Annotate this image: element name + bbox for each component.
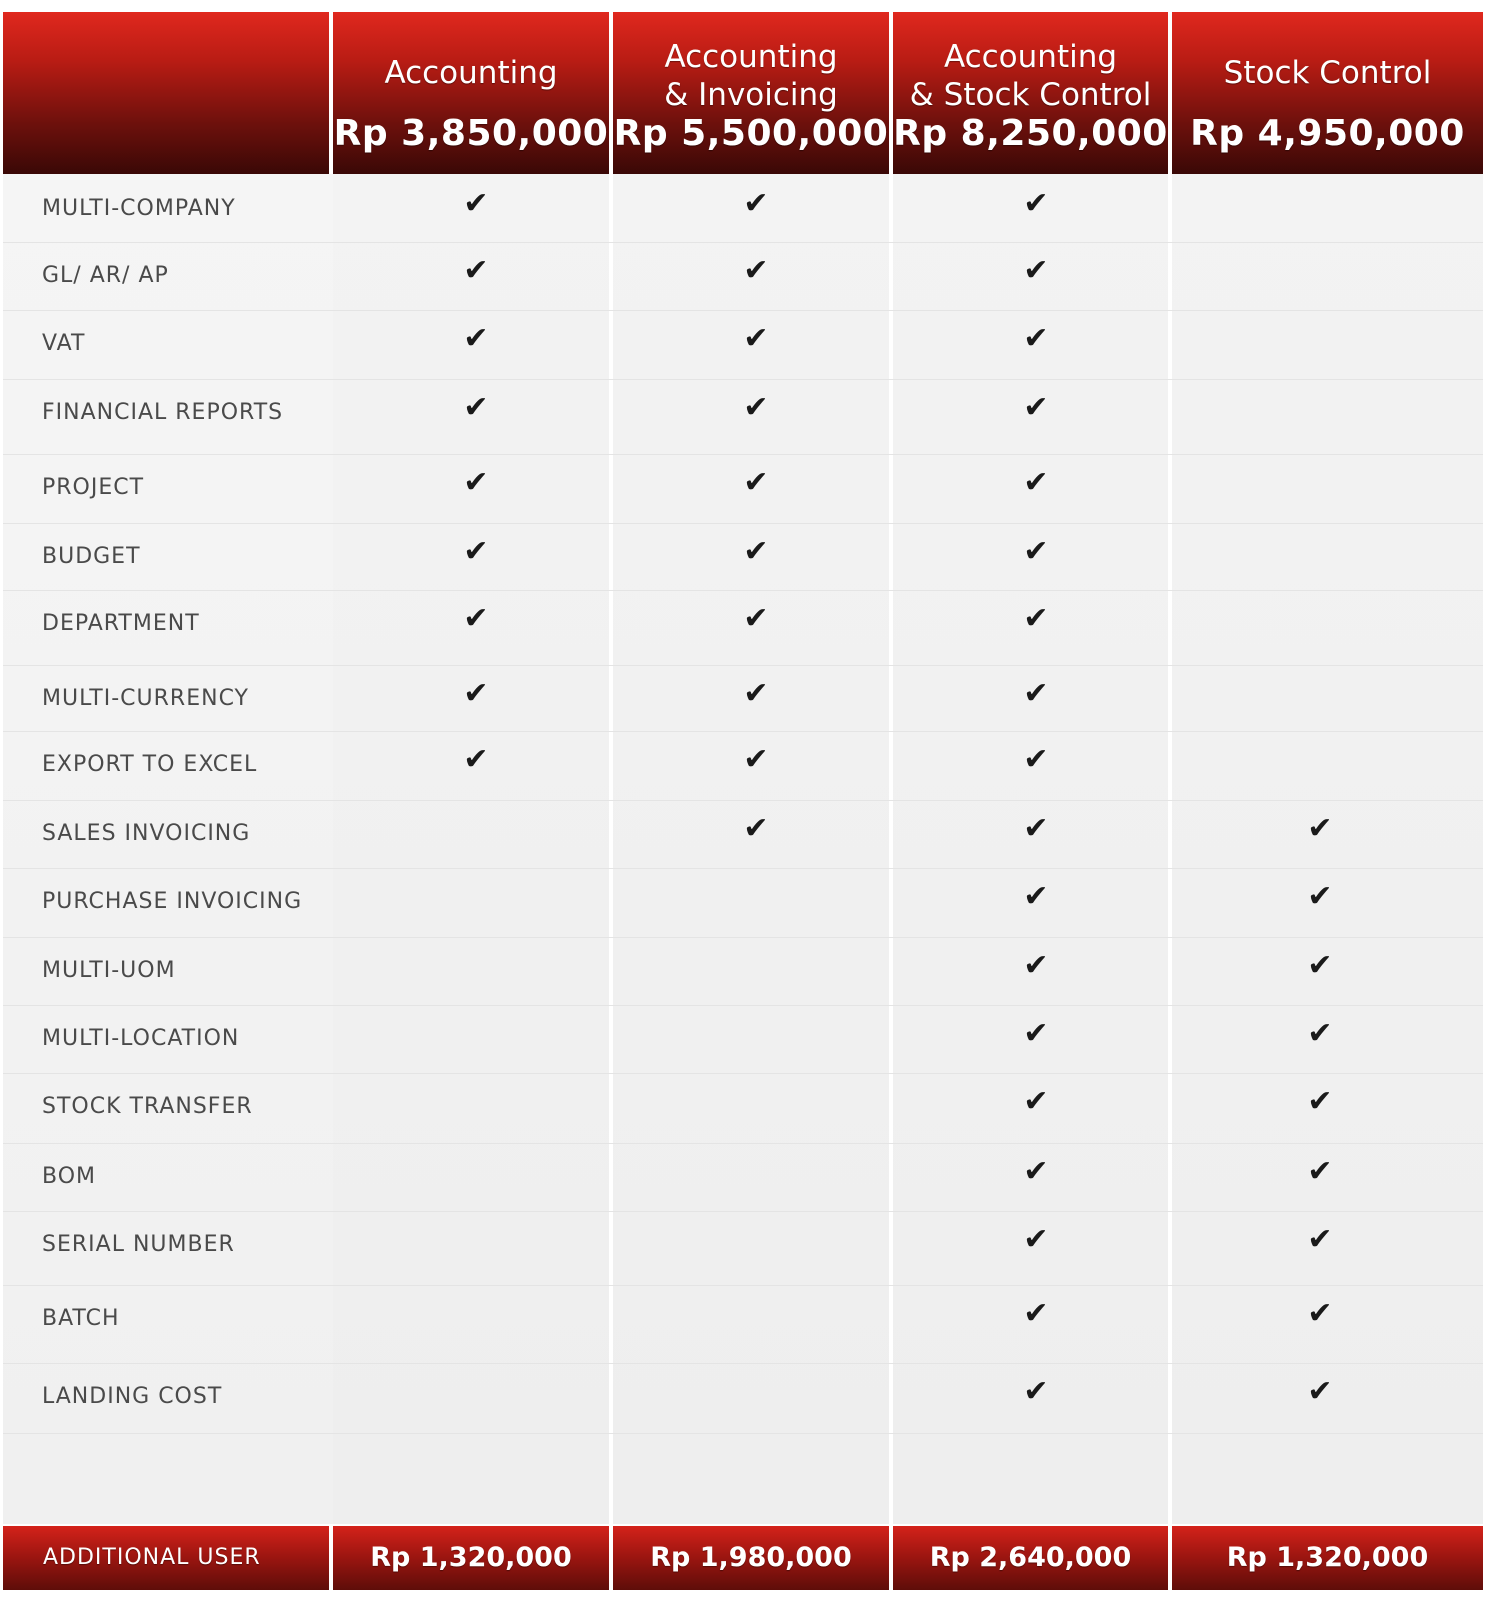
checkmark-icon: ✔ bbox=[1023, 601, 1049, 636]
checkmark-icon: ✔ bbox=[1307, 1016, 1333, 1051]
checkmark-icon: ✔ bbox=[1023, 186, 1049, 221]
checkmark-icon: ✔ bbox=[1023, 1374, 1049, 1409]
row-divider bbox=[3, 800, 1483, 801]
feature-label: BOM bbox=[42, 1164, 97, 1189]
checkmark-icon: ✔ bbox=[1023, 742, 1049, 777]
feature-label: LANDING COST bbox=[42, 1384, 223, 1409]
feature-label: BATCH bbox=[42, 1306, 120, 1331]
plan-name: Stock Control bbox=[1223, 55, 1432, 91]
plan-column-1 bbox=[333, 174, 609, 1524]
plan-header-stock-control bbox=[1172, 12, 1483, 174]
row-divider bbox=[3, 937, 1483, 938]
checkmark-icon: ✔ bbox=[463, 186, 489, 221]
plan-name: Accounting bbox=[384, 55, 558, 91]
checkmark-icon: ✔ bbox=[1023, 1084, 1049, 1119]
plan-name: Accounting & Stock Control bbox=[909, 39, 1152, 113]
checkmark-icon: ✔ bbox=[1023, 1222, 1049, 1257]
checkmark-icon: ✔ bbox=[1307, 811, 1333, 846]
additional-user-price: Rp 1,980,000 bbox=[613, 1526, 889, 1590]
plan-price: Rp 5,500,000 bbox=[613, 113, 889, 154]
checkmark-icon: ✔ bbox=[463, 534, 489, 569]
checkmark-icon: ✔ bbox=[1023, 390, 1049, 425]
checkmark-icon: ✔ bbox=[1023, 948, 1049, 983]
checkmark-icon: ✔ bbox=[1307, 1084, 1333, 1119]
row-divider bbox=[3, 310, 1483, 311]
row-divider bbox=[3, 379, 1483, 380]
feature-label: STOCK TRANSFER bbox=[42, 1094, 253, 1119]
checkmark-icon: ✔ bbox=[1023, 534, 1049, 569]
row-divider bbox=[3, 868, 1483, 869]
checkmark-icon: ✔ bbox=[1307, 1296, 1333, 1331]
row-divider bbox=[3, 1433, 1483, 1434]
checkmark-icon: ✔ bbox=[1307, 1154, 1333, 1189]
checkmark-icon: ✔ bbox=[743, 742, 769, 777]
header-blank-cell bbox=[3, 12, 329, 174]
checkmark-icon: ✔ bbox=[743, 534, 769, 569]
checkmark-icon: ✔ bbox=[1023, 811, 1049, 846]
row-divider bbox=[3, 1005, 1483, 1006]
checkmark-icon: ✔ bbox=[463, 390, 489, 425]
checkmark-icon: ✔ bbox=[1023, 1016, 1049, 1051]
row-divider bbox=[3, 1143, 1483, 1144]
checkmark-icon: ✔ bbox=[1023, 1296, 1049, 1331]
feature-label: BUDGET bbox=[42, 544, 141, 569]
plan-header-accounting bbox=[333, 12, 609, 174]
checkmark-icon: ✔ bbox=[743, 390, 769, 425]
checkmark-icon: ✔ bbox=[463, 742, 489, 777]
checkmark-icon: ✔ bbox=[1023, 879, 1049, 914]
feature-label: MULTI-UOM bbox=[42, 958, 176, 983]
plan-price: Rp 4,950,000 bbox=[1190, 113, 1465, 154]
additional-user-label: ADDITIONAL USER bbox=[3, 1526, 329, 1590]
row-divider bbox=[3, 590, 1483, 591]
feature-label: PROJECT bbox=[42, 475, 145, 500]
checkmark-icon: ✔ bbox=[463, 321, 489, 356]
plan-column-2 bbox=[613, 174, 889, 1524]
feature-label: PURCHASE INVOICING bbox=[42, 889, 303, 914]
feature-label: SERIAL NUMBER bbox=[42, 1232, 235, 1257]
checkmark-icon: ✔ bbox=[743, 676, 769, 711]
feature-label: DEPARTMENT bbox=[42, 611, 200, 636]
feature-label: MULTI-LOCATION bbox=[42, 1026, 240, 1051]
plan-name: Accounting & Invoicing bbox=[664, 39, 838, 113]
feature-label: GL/ AR/ AP bbox=[42, 263, 169, 288]
additional-user-price: Rp 2,640,000 bbox=[893, 1526, 1168, 1590]
checkmark-icon: ✔ bbox=[1023, 253, 1049, 288]
checkmark-icon: ✔ bbox=[1023, 465, 1049, 500]
checkmark-icon: ✔ bbox=[743, 321, 769, 356]
checkmark-icon: ✔ bbox=[463, 601, 489, 636]
row-divider bbox=[3, 1073, 1483, 1074]
row-divider bbox=[3, 523, 1483, 524]
checkmark-icon: ✔ bbox=[1023, 1154, 1049, 1189]
feature-label: MULTI-CURRENCY bbox=[42, 686, 249, 711]
plan-header-accounting-invoicing bbox=[613, 12, 889, 174]
plan-price: Rp 8,250,000 bbox=[893, 113, 1168, 154]
checkmark-icon: ✔ bbox=[1307, 879, 1333, 914]
checkmark-icon: ✔ bbox=[743, 465, 769, 500]
checkmark-icon: ✔ bbox=[463, 465, 489, 500]
row-divider bbox=[3, 1211, 1483, 1212]
feature-label: EXPORT TO EXCEL bbox=[42, 752, 258, 777]
feature-label: FINANCIAL REPORTS bbox=[42, 400, 284, 425]
row-divider bbox=[3, 731, 1483, 732]
feature-label: MULTI-COMPANY bbox=[42, 196, 236, 221]
row-divider bbox=[3, 454, 1483, 455]
plan-price: Rp 3,850,000 bbox=[333, 113, 609, 154]
row-divider bbox=[3, 1285, 1483, 1286]
checkmark-icon: ✔ bbox=[743, 253, 769, 288]
row-divider bbox=[3, 665, 1483, 666]
feature-label: SALES INVOICING bbox=[42, 821, 251, 846]
checkmark-icon: ✔ bbox=[1023, 676, 1049, 711]
feature-label: VAT bbox=[42, 331, 86, 356]
additional-user-price: Rp 1,320,000 bbox=[333, 1526, 609, 1590]
checkmark-icon: ✔ bbox=[1307, 1374, 1333, 1409]
plan-header-accounting-stock-control bbox=[893, 12, 1168, 174]
checkmark-icon: ✔ bbox=[1307, 1222, 1333, 1257]
checkmark-icon: ✔ bbox=[1023, 321, 1049, 356]
checkmark-icon: ✔ bbox=[1307, 948, 1333, 983]
additional-user-price: Rp 1,320,000 bbox=[1172, 1526, 1483, 1590]
row-divider bbox=[3, 1363, 1483, 1364]
checkmark-icon: ✔ bbox=[743, 811, 769, 846]
row-divider bbox=[3, 242, 1483, 243]
checkmark-icon: ✔ bbox=[743, 186, 769, 221]
checkmark-icon: ✔ bbox=[463, 676, 489, 711]
checkmark-icon: ✔ bbox=[463, 253, 489, 288]
checkmark-icon: ✔ bbox=[743, 601, 769, 636]
